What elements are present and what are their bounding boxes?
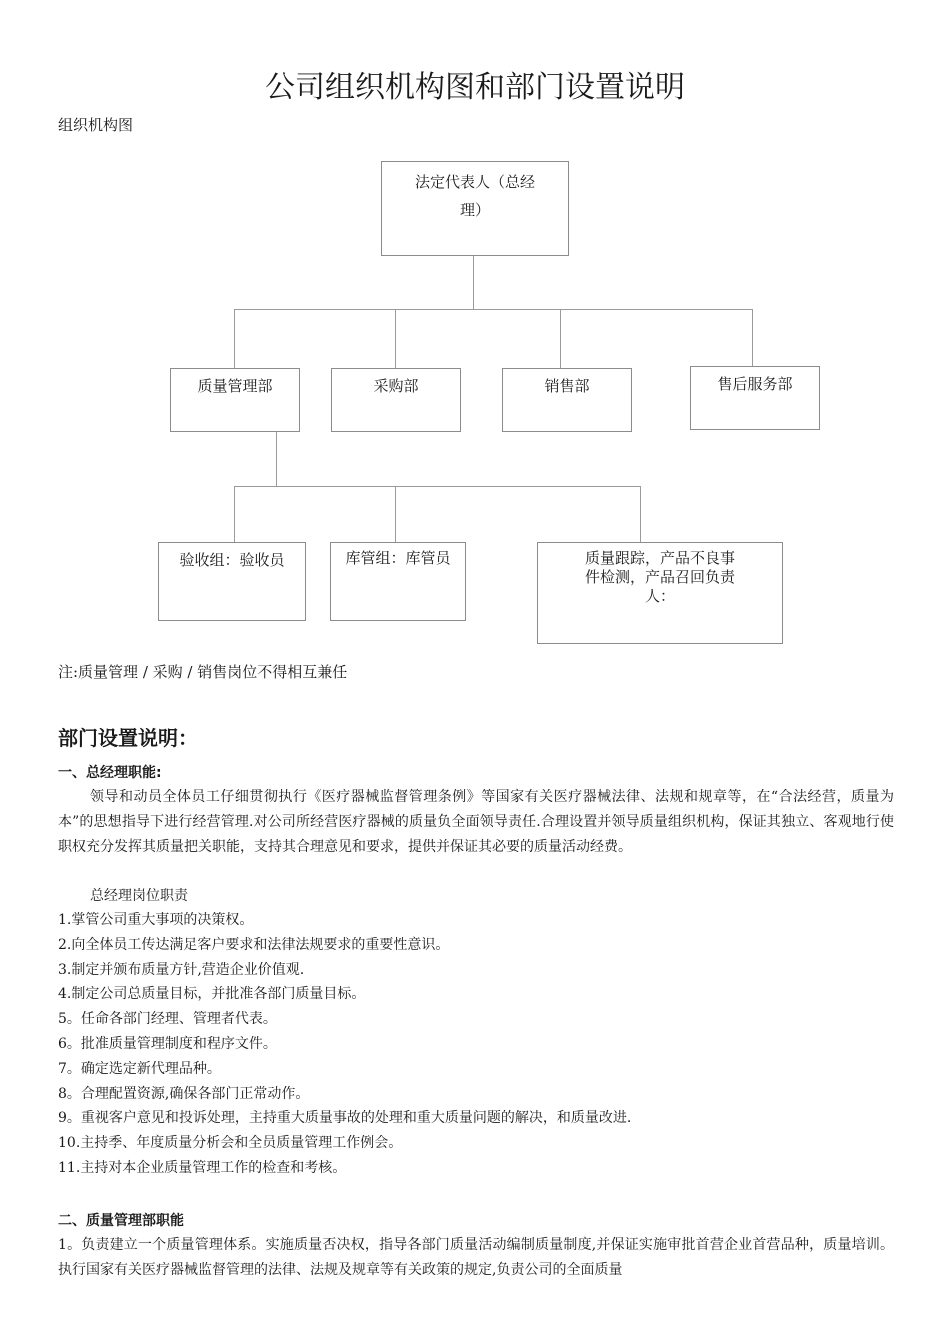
connector-line [234,486,641,487]
list-item: 8。合理配置资源,确保各部门正常动作。 [58,1085,310,1102]
connector-line [473,256,474,310]
list-item: 11.主持对本企业质量管理工作的检查和考核。 [58,1159,347,1176]
org-box-sales-dept [502,368,632,432]
org-box-general-manager [381,161,569,256]
org-box-after-sales-dept [690,366,820,430]
page-title: 公司组织机构图和部门设置说明 [265,70,685,105]
org-box-label: 售后服务部 [717,375,793,393]
list-item: 6。批准质量管理制度和程序文件。 [58,1035,277,1052]
gm-duties-list [58,908,894,1181]
connector-line [234,309,235,368]
list-item: 9。重视客户意见和投诉处理，主持重大质量事故的处理和重大质量问题的解决，和质量改进. [58,1110,632,1127]
org-box-inspection-group [158,542,306,621]
list-item: 10.主持季、年度质量分析会和全员质量管理工作例会。 [58,1135,403,1152]
org-box-label: 采购部 [373,377,419,395]
connector-line [276,432,277,486]
connector-line [752,309,753,366]
qm-paragraph: 1。负责建立一个质量管理体系。实施质量否决权，指导各部门质量活动编制质量制度,并保证实施审批首营企业首营品种，质量培训。执行国家有关医疗器械监督管理的法律、法规及规章等有关政策的规定,负责公司的全面质量 [58,1237,894,1278]
section-title: 部门设置说明： [58,726,198,750]
connector-line [395,486,396,542]
gm-paragraph: 领导和动员全体员工仔细贯彻执行《医疗器械监督管理条例》等国家有关医疗器械法律、法规和规章等，在“合法经营，质量为本”的思想指导下进行经营管理.对公司所经营医疗器械的质量负全面领导责任.合理设置并领导质量组织机构，保证其独立、客观地行使职权充分发挥其质量把关职能，支持其合理意见和要求，提供并保证其必要的质量活动经费。 [58,789,894,855]
org-box-label: 验收组：验收员 [179,551,285,569]
connector-line [395,309,396,368]
connector-line [234,486,235,542]
org-chart-note: 注:质量管理 / 采购 / 销售岗位不得相互兼任 [58,663,348,681]
org-chart-label: 组织机构图 [58,116,134,134]
gm-heading: 一、总经理职能: [58,765,162,781]
org-box-label: 质量管理部 [197,377,273,395]
org-box-quality-tracking [537,542,783,644]
connector-line [560,309,561,368]
list-item: 2.向全体员工传达满足客户要求和法律法规要求的重要性意识。 [58,936,450,953]
list-item: 1.掌管公司重大事项的决策权。 [58,912,254,928]
org-box-quality-dept [170,368,300,432]
list-item: 3.制定并颁布质量方针,营造企业价值观. [58,961,305,978]
list-item: 4.制定公司总质量目标，并批准各部门质量目标。 [58,986,366,1003]
list-item: 7。确定选定新代理品种。 [58,1060,221,1077]
org-box-label: 销售部 [544,377,590,395]
org-box-purchasing-dept [331,368,461,432]
org-box-label: 库管组：库管员 [345,549,451,567]
qm-heading: 二、质量管理部职能 [58,1213,184,1229]
org-box-label: 法定代表人（总经理） [414,173,535,219]
gm-duties-label: 总经理岗位职责 [90,888,188,904]
org-box-label: 质量跟踪，产品不良事件检测，产品召回负责人： [584,549,735,605]
connector-line [234,309,752,310]
connector-line [640,486,641,542]
list-item: 5。任命各部门经理、管理者代表。 [58,1011,277,1028]
org-box-warehouse-group [330,542,466,621]
